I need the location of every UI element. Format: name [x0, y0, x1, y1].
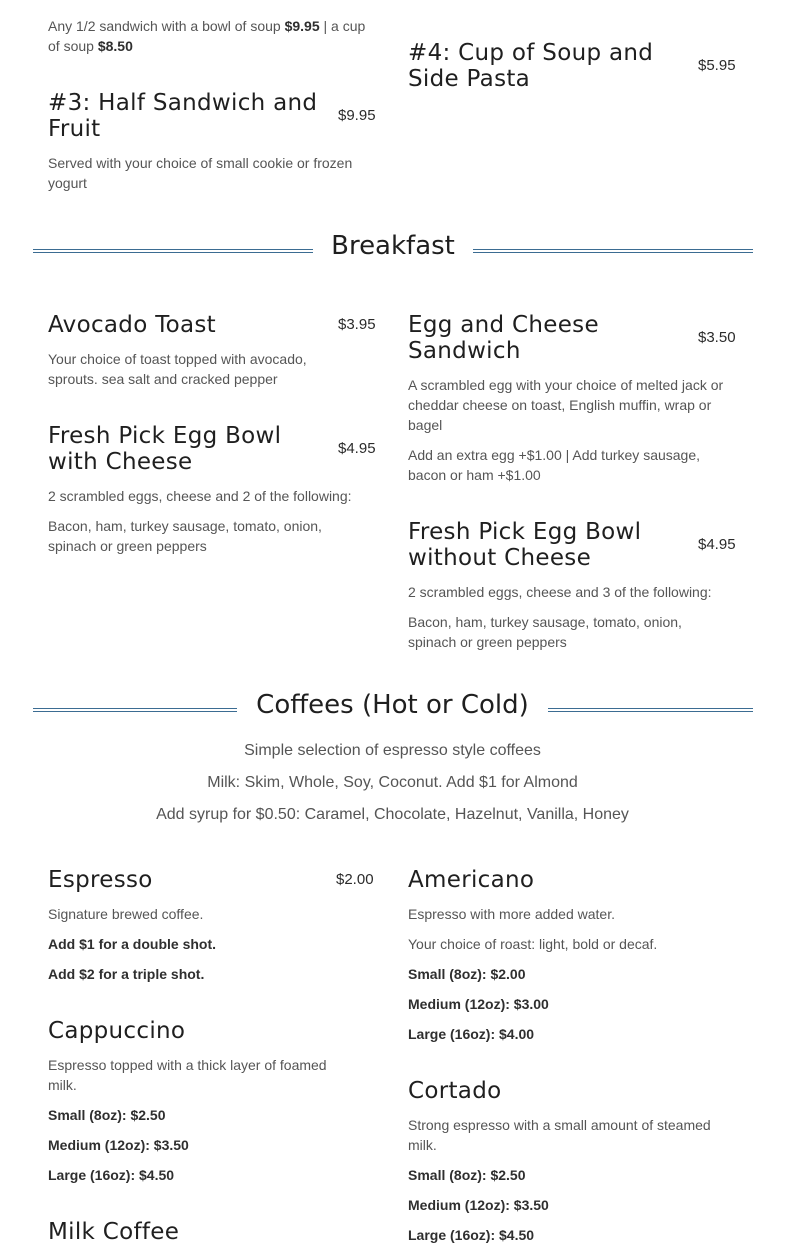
bowl-with-cheese-desc: 2 scrambled eggs, cheese and 2 of the following:: [48, 488, 352, 504]
breakfast-heading: Breakfast: [331, 231, 455, 261]
combo-cup-price: $8.50: [97, 38, 133, 54]
milk-coffee-title: Milk Coffee: [48, 1219, 180, 1245]
americano-desc: Espresso with more added water.: [408, 906, 615, 922]
espresso-desc: Signature brewed coffee.: [48, 906, 204, 922]
item3-price: $9.95: [338, 107, 376, 124]
americano-large: Large (16oz): $4.00: [408, 1026, 535, 1042]
coffees-intro-milk: Milk: Skim, Whole, Soy, Coconut. Add $1 for Almond: [207, 774, 578, 791]
espresso-title: Espresso: [48, 867, 153, 893]
avocado-toast-desc: Your choice of toast topped with avocado, sprouts. sea salt and cracked pepper: [48, 351, 307, 387]
avocado-toast-title: Avocado Toast: [48, 312, 216, 338]
coffees-rule-left: [33, 708, 237, 712]
item3-title: #3: Half Sandwich and Fruit: [48, 90, 318, 142]
cortado-small: Small (8oz): $2.50: [408, 1167, 526, 1183]
egg-cheese-addon: Add an extra egg +$1.00 | Add turkey sausage, bacon or ham +$1.00: [408, 447, 701, 483]
espresso-triple-shot: Add $2 for a triple shot.: [48, 966, 205, 982]
combo-note-pre: Any 1/2 sandwich with a bowl of soup: [48, 18, 285, 34]
breakfast-rule-right: [473, 249, 753, 253]
item4-title: #4: Cup of Soup and Side Pasta: [408, 40, 654, 92]
egg-cheese-title: Egg and Cheese Sandwich: [408, 312, 599, 364]
cortado-desc: Strong espresso with a small amount of steamed milk.: [408, 1117, 711, 1153]
combo-bowl-price: $9.95: [284, 18, 320, 34]
bowl-without-cheese-price: $4.95: [698, 536, 736, 553]
cappuccino-small: Small (8oz): $2.50: [48, 1107, 166, 1123]
combo-note: [48, 16, 378, 56]
avocado-toast-price: $3.95: [338, 316, 376, 333]
egg-cheese-desc: A scrambled egg with your choice of melted jack or cheddar cheese on toast, English muffin, wrap or bagel: [408, 377, 724, 433]
cappuccino-medium: Medium (12oz): $3.50: [48, 1137, 189, 1153]
coffees-intro-selection: Simple selection of espresso style coffees: [244, 742, 541, 759]
item3-desc: Served with your choice of small cookie or frozen yogurt: [48, 155, 353, 191]
cappuccino-large: Large (16oz): $4.50: [48, 1167, 175, 1183]
cortado-title: Cortado: [408, 1078, 502, 1104]
egg-cheese-price: $3.50: [698, 329, 736, 346]
bowl-with-cheese-title: Fresh Pick Egg Bowl with Cheese: [48, 423, 282, 475]
americano-roast: Your choice of roast: light, bold or decaf.: [408, 936, 658, 952]
americano-medium: Medium (12oz): $3.00: [408, 996, 549, 1012]
cappuccino-desc: Espresso topped with a thick layer of foamed milk.: [48, 1057, 327, 1093]
cappuccino-title: Cappuccino: [48, 1018, 186, 1044]
bowl-without-cheese-options: Bacon, ham, turkey sausage, tomato, onion, spinach or green peppers: [408, 614, 682, 650]
espresso-double-shot: Add $1 for a double shot.: [48, 936, 217, 952]
breakfast-rule-left: [33, 249, 313, 253]
bowl-with-cheese-options: Bacon, ham, turkey sausage, tomato, onion, spinach or green peppers: [48, 518, 322, 554]
americano-title: Americano: [408, 867, 535, 893]
americano-small: Small (8oz): $2.00: [408, 966, 526, 982]
coffees-rule-right: [548, 708, 753, 712]
bowl-without-cheese-desc: 2 scrambled eggs, cheese and 3 of the following:: [408, 584, 712, 600]
bowl-without-cheese-title: Fresh Pick Egg Bowl without Cheese: [408, 519, 642, 571]
coffees-heading: Coffees (Hot or Cold): [256, 690, 529, 720]
espresso-price: $2.00: [336, 871, 374, 888]
bowl-with-cheese-price: $4.95: [338, 440, 376, 457]
item4-price: $5.95: [698, 57, 736, 74]
cortado-large: Large (16oz): $4.50: [408, 1227, 535, 1243]
cortado-medium: Medium (12oz): $3.50: [408, 1197, 549, 1213]
coffees-intro-syrup: Add syrup for $0.50: Caramel, Chocolate, Hazelnut, Vanilla, Honey: [156, 806, 629, 823]
combo-note-mid: | a cup of soup: [48, 18, 366, 54]
